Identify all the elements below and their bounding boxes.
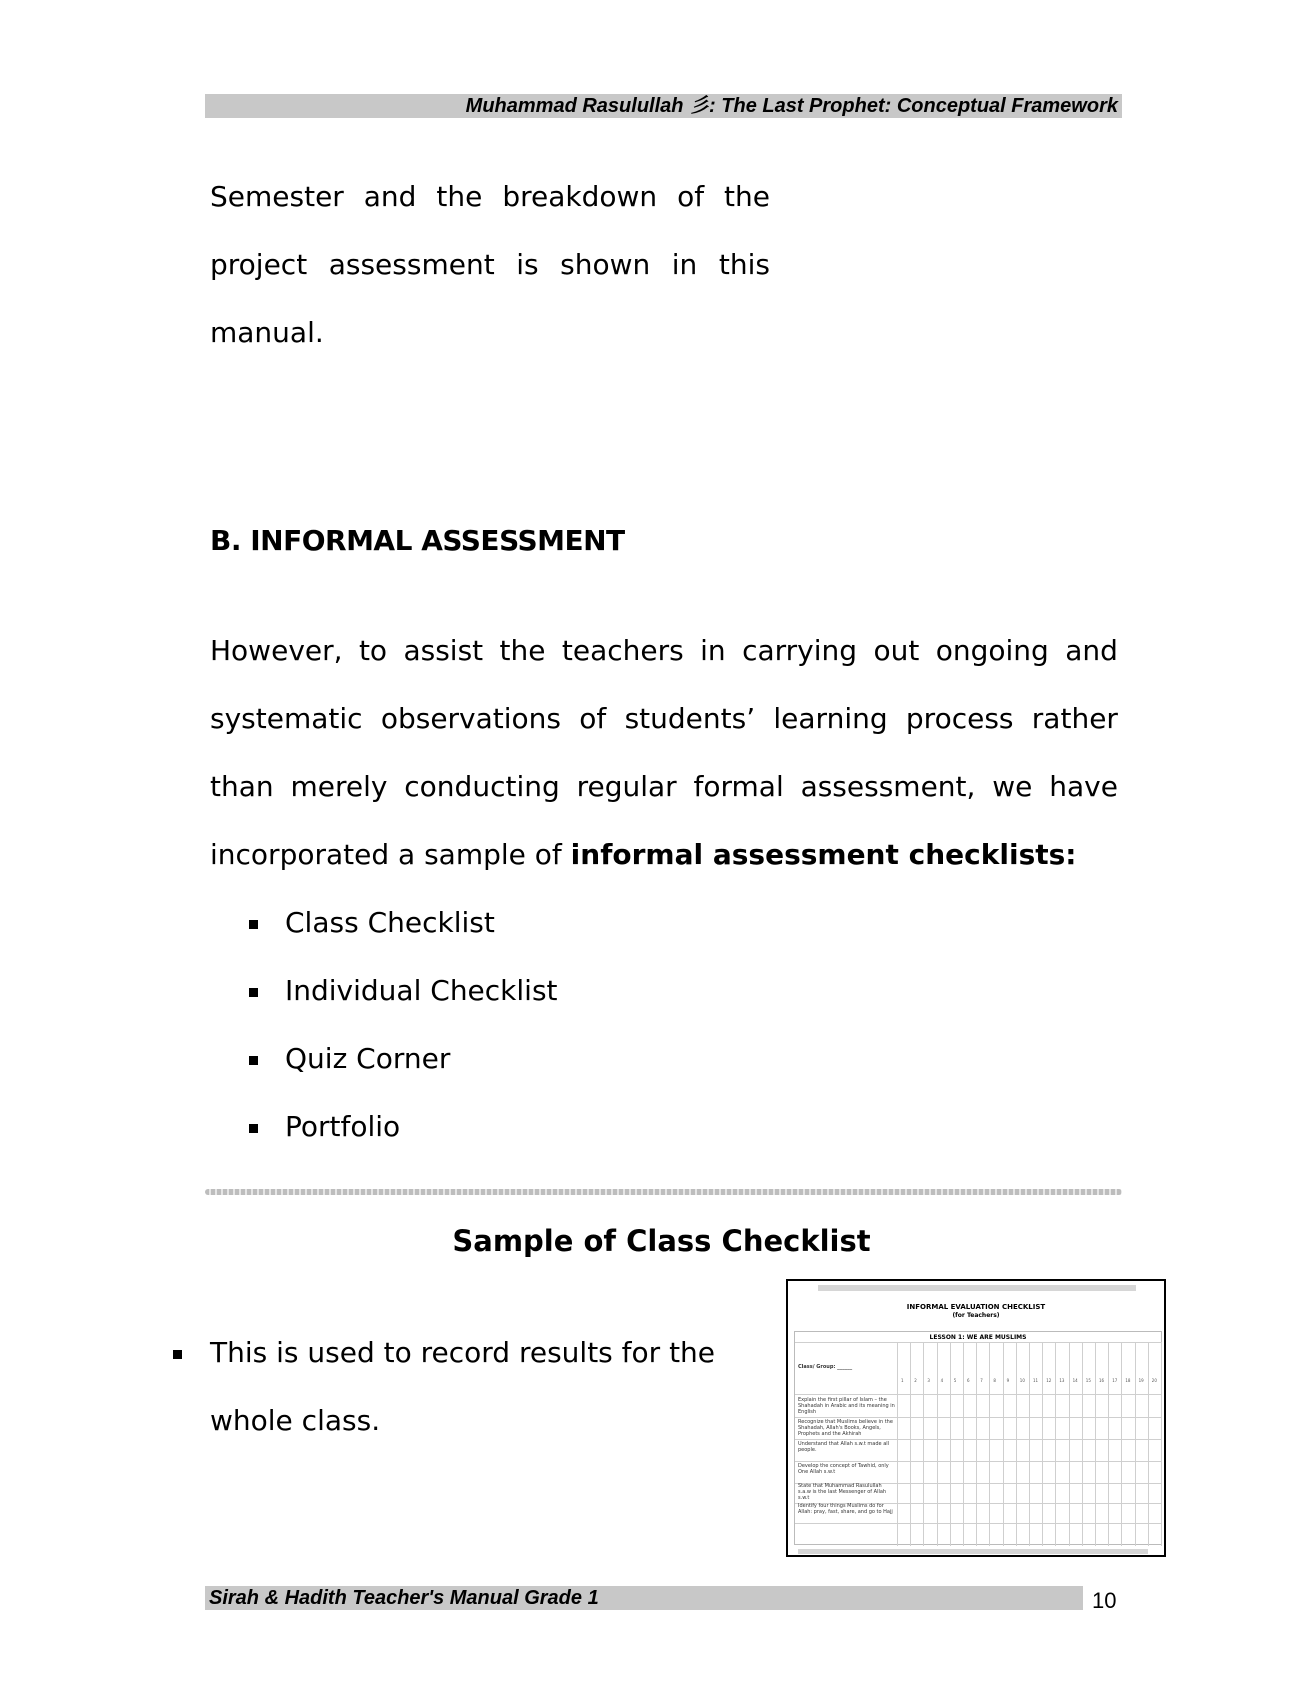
para-line-3 bbox=[210, 770, 1118, 804]
thumb-subtitle: (for Teachers) bbox=[952, 1312, 1000, 1319]
intro-line-1 bbox=[210, 180, 770, 214]
thumb-column-number: 11 bbox=[1033, 1378, 1039, 1383]
intro-word: this bbox=[718, 248, 770, 281]
footer-title: Sirah & Hadith Teacher's Manual Grade 1 bbox=[209, 1587, 599, 1609]
thumb-column-number: 15 bbox=[1085, 1378, 1091, 1383]
intro-word: breakdown bbox=[502, 180, 658, 213]
intro-line-2 bbox=[210, 248, 770, 282]
bullet-square-icon bbox=[173, 1350, 182, 1359]
para-word: than bbox=[210, 770, 274, 803]
intro-word: is bbox=[516, 248, 539, 281]
para-word: students’ bbox=[624, 702, 756, 735]
thumb-column-number: 6 bbox=[967, 1378, 970, 1383]
thumb-footer-bar bbox=[798, 1549, 1148, 1554]
para-word: merely bbox=[290, 770, 388, 803]
para-word: have bbox=[1049, 770, 1118, 803]
footer-bar bbox=[205, 1586, 1083, 1610]
thumb-header-bar bbox=[818, 1285, 1136, 1291]
intro-word: the bbox=[724, 180, 770, 213]
thumb-row-label: State that Muhammad Rasulullah s.a.w is the last Messenger of Allah s.w.t bbox=[798, 1483, 887, 1501]
intro-word: in bbox=[671, 248, 698, 281]
thumb-column-number: 10 bbox=[1019, 1378, 1025, 1383]
thumb-column-number: 16 bbox=[1099, 1378, 1105, 1383]
para-word: systematic bbox=[210, 702, 363, 735]
sample-bullet-line-2: whole class. bbox=[210, 1404, 381, 1437]
thumb-column-number: 17 bbox=[1112, 1378, 1118, 1383]
thumb-title: INFORMAL EVALUATION CHECKLIST bbox=[906, 1303, 1046, 1311]
list-item: Quiz Corner bbox=[285, 1042, 451, 1075]
header-title: Muhammad Rasulullah 彡: The Last Prophet: Conceptual Framework bbox=[465, 95, 1118, 117]
section-heading: B. INFORMAL ASSESSMENT bbox=[210, 524, 625, 557]
thumb-class-label: Class/ Group: ______ bbox=[798, 1364, 853, 1370]
intro-word: shown bbox=[560, 248, 651, 281]
list-item: Individual Checklist bbox=[285, 974, 558, 1007]
thumb-column-number: 3 bbox=[927, 1378, 930, 1383]
para-last-bold: informal assessment checklists: bbox=[570, 838, 1077, 871]
para-line-2 bbox=[210, 702, 1118, 736]
thumb-column-number: 7 bbox=[980, 1378, 983, 1383]
thumb-column-number: 8 bbox=[993, 1378, 996, 1383]
intro-word: the bbox=[436, 180, 483, 213]
checklist-thumbnail bbox=[786, 1279, 1166, 1557]
intro-word: Semester bbox=[210, 180, 344, 213]
para-word: and bbox=[1065, 634, 1118, 667]
thumb-column-number: 18 bbox=[1125, 1378, 1131, 1383]
bullet-square-icon bbox=[249, 1124, 258, 1133]
para-line-4 bbox=[210, 838, 1076, 872]
para-word: to bbox=[358, 634, 388, 667]
thumb-column-number: 19 bbox=[1138, 1378, 1144, 1383]
list-item: Portfolio bbox=[285, 1110, 401, 1143]
para-word: out bbox=[873, 634, 920, 667]
intro-word: of bbox=[677, 180, 705, 213]
thumb-column-number: 1 bbox=[901, 1378, 904, 1383]
thumb-column-number: 2 bbox=[914, 1378, 917, 1383]
para-word: teachers bbox=[561, 634, 684, 667]
intro-word: assessment bbox=[328, 248, 495, 281]
para-word: in bbox=[700, 634, 726, 667]
thumb-row-label: Recognize that Muslims believe in the Shahadah, Allah's Books, Angels, Prophets and the Akhirah bbox=[798, 1419, 893, 1437]
para-word: carrying bbox=[742, 634, 858, 667]
intro-word: and bbox=[363, 180, 417, 213]
para-last-prefix: incorporated a sample of bbox=[210, 838, 571, 871]
thumb-column-number: 12 bbox=[1046, 1378, 1052, 1383]
para-word: we bbox=[992, 770, 1033, 803]
thumb-lesson: LESSON 1: WE ARE MUSLIMS bbox=[929, 1334, 1027, 1341]
thumb-grid bbox=[794, 1331, 1162, 1545]
para-word: observations bbox=[380, 702, 562, 735]
sample-heading: Sample of Class Checklist bbox=[452, 1224, 871, 1258]
intro-word: project bbox=[210, 248, 308, 281]
para-word: formal bbox=[693, 770, 784, 803]
divider bbox=[205, 1189, 1122, 1195]
para-word: of bbox=[579, 702, 607, 735]
para-word: conducting bbox=[404, 770, 560, 803]
thumb-column-number: 20 bbox=[1151, 1378, 1157, 1383]
thumb-column-number: 4 bbox=[940, 1378, 944, 1383]
bullet-square-icon bbox=[249, 1056, 258, 1065]
thumb-column-number: 13 bbox=[1059, 1378, 1065, 1383]
para-word: rather bbox=[1031, 702, 1118, 735]
para-word: learning bbox=[773, 702, 888, 735]
list-item: Class Checklist bbox=[285, 906, 495, 939]
para-word: the bbox=[499, 634, 546, 667]
para-word: regular bbox=[576, 770, 677, 803]
thumb-column-number: 5 bbox=[953, 1378, 957, 1383]
thumb-row-label: Explain the first pillar of Islam – the Shahadah in Arabic and its meaning in English bbox=[798, 1397, 895, 1415]
para-word: However, bbox=[210, 634, 343, 667]
intro-line-3: manual. bbox=[210, 316, 324, 349]
thumb-row-label: Understand that Allah s.w.t made all people. bbox=[798, 1441, 890, 1453]
sample-bullet-line-1: This is used to record results for the bbox=[210, 1336, 716, 1369]
thumb-row-label: Identify four things Muslims do for Allah: pray, fast, share, and go to Hajj bbox=[798, 1503, 893, 1515]
para-line-1 bbox=[210, 634, 1118, 668]
thumb-row-label: Develop the concept of Tawhid, only One Allah s.w.t bbox=[798, 1463, 889, 1475]
page-number: 10 bbox=[1092, 1588, 1117, 1613]
bullet-square-icon bbox=[249, 988, 258, 997]
thumb-column-number: 9 bbox=[1006, 1378, 1010, 1383]
bullet-square-icon bbox=[249, 920, 258, 929]
thumb-column-number: 14 bbox=[1072, 1378, 1078, 1383]
para-word: assessment, bbox=[800, 770, 976, 803]
para-word: ongoing bbox=[935, 634, 1049, 667]
para-word: process bbox=[905, 702, 1014, 735]
header-bar bbox=[205, 94, 1122, 118]
para-word: assist bbox=[403, 634, 484, 667]
